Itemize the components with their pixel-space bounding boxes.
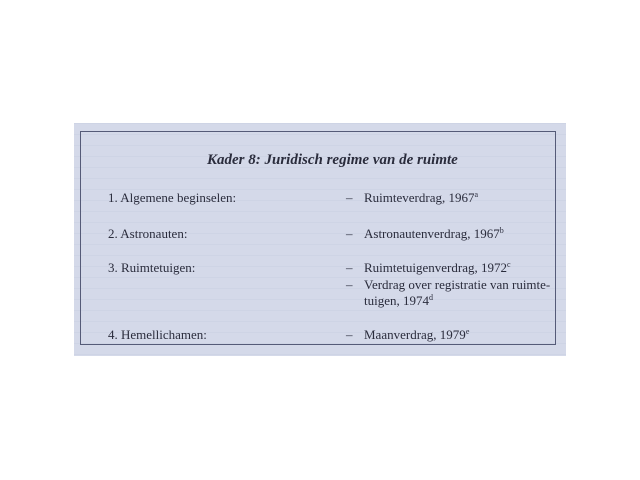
row-label: 1. Algemene beginselen: <box>108 190 237 205</box>
dash: – <box>346 226 353 241</box>
row-item: Ruimtetuigenverdrag, 1972$^c$ <box>364 260 511 275</box>
dash: – <box>346 277 353 292</box>
dash: – <box>346 327 353 342</box>
row-item: Astronautenverdrag, 1967$^b$ <box>364 226 504 241</box>
row-label: 2. Astronauten: <box>108 226 188 241</box>
row-label: 4. Hemellichamen: <box>108 327 207 342</box>
row-item: Ruimteverdrag, 1967$^a$ <box>364 190 479 205</box>
dash: – <box>346 190 353 205</box>
text-box <box>80 131 556 345</box>
dash: – <box>346 260 353 275</box>
row-item: Verdrag over registratie van ruimte- tuigen, 1974$^d$ <box>364 277 551 308</box>
row-label: 3. Ruimtetuigen: <box>108 260 196 275</box>
box-title: Kader 8: Juridisch regime van de ruimte <box>207 152 458 168</box>
row-item: Maanverdrag, 1979e <box>364 327 470 342</box>
scanned-page <box>74 123 566 356</box>
